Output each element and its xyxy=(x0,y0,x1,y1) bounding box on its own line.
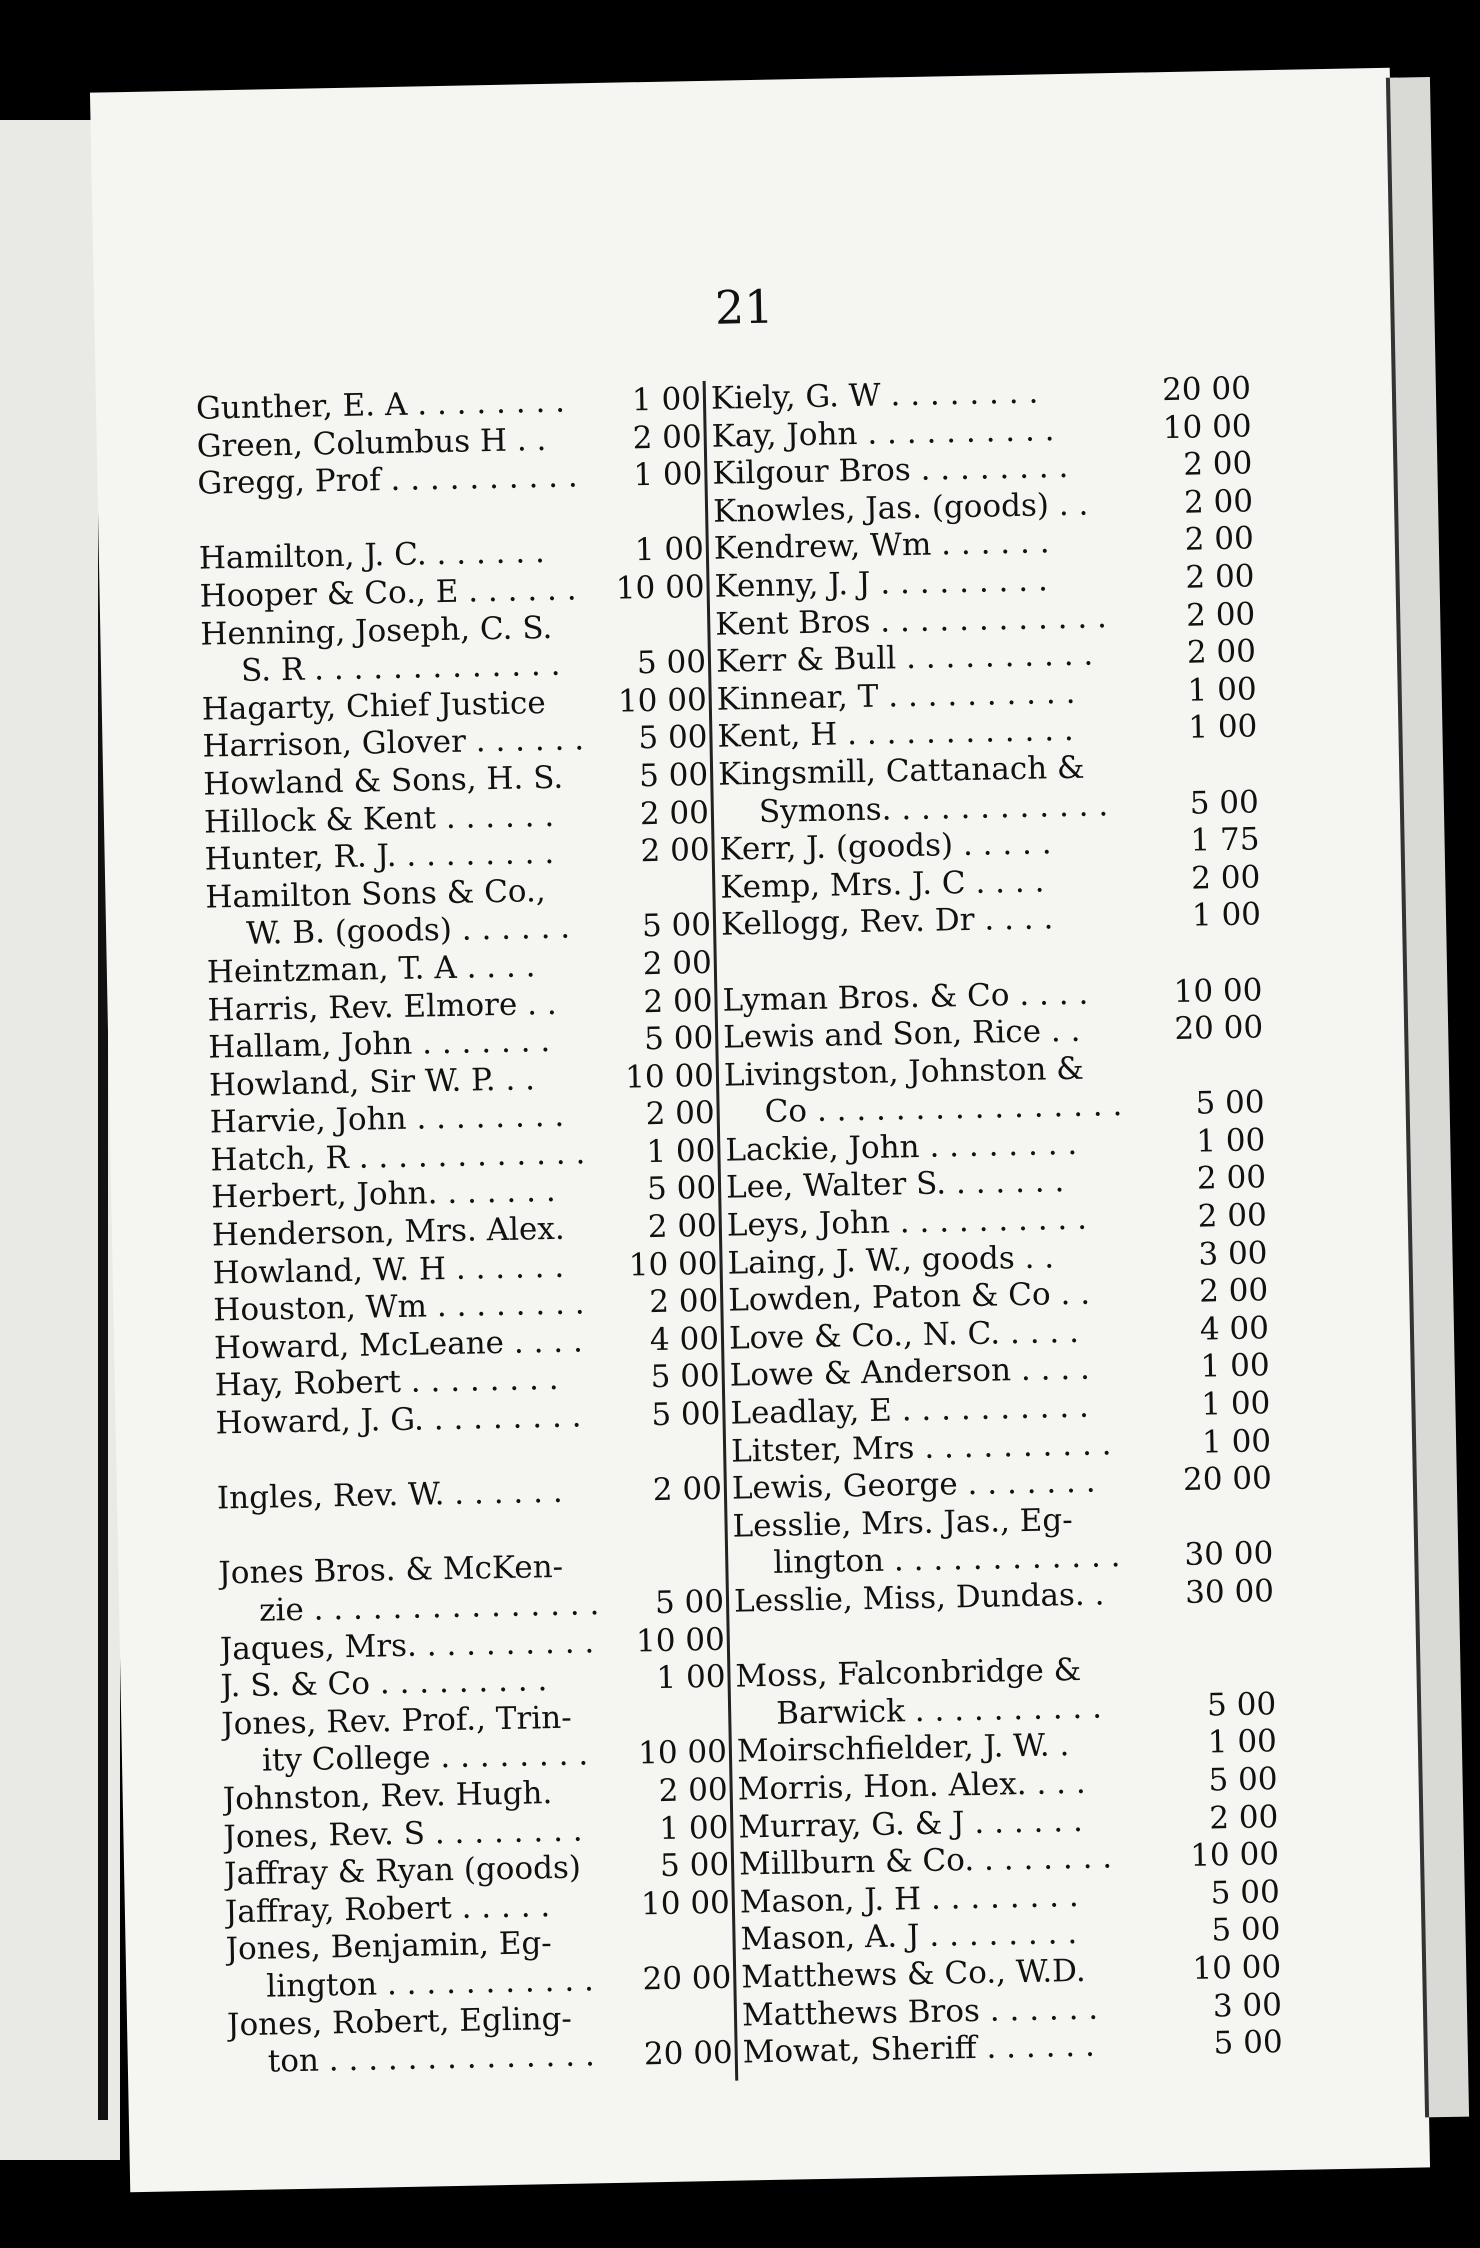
subscription-amount xyxy=(639,1950,731,1952)
subscriber-name: Barwick . . . . . . . . . . xyxy=(775,1689,1103,1732)
subscription-amount: 4 00 xyxy=(649,1320,720,1358)
subscriber-name: Jones, Rev. Prof., Trin- xyxy=(220,1699,572,1743)
subscription-amount: 1 00 xyxy=(1195,1122,1266,1160)
subscription-amount: 5 00 xyxy=(1208,1761,1278,1799)
subscription-amount: 4 00 xyxy=(1199,1310,1270,1348)
subscription-amount xyxy=(640,2025,732,2027)
subscriber-name: Henderson, Mrs. Alex. xyxy=(211,1210,565,1254)
subscription-amount: 2 00 xyxy=(640,832,710,870)
subscription-amount: 2 00 xyxy=(645,1095,716,1133)
subscriber-name: Harris, Rev. Elmore . . xyxy=(207,985,557,1029)
subscriber-name: Howland & Sons, H. S. xyxy=(202,759,564,803)
subscription-amount: 5 00 xyxy=(641,907,712,945)
subscription-amount: 5 00 xyxy=(638,756,709,795)
subscriber-name: Jaffray & Ryan (goods) xyxy=(223,1849,582,1893)
subscriber-name: Harvie, John . . . . . . . . xyxy=(209,1098,565,1141)
subscription-amount: 2 00 xyxy=(1182,445,1253,483)
subscriber-name: Lackie, John . . . . . . . . xyxy=(725,1125,1078,1169)
subscription-amount xyxy=(619,898,711,900)
subscriber-name: S. R . . . . . . . . . . . . . xyxy=(240,646,561,690)
subscription-amount: 2 00 xyxy=(1196,1159,1267,1198)
subscriber-name: Symons. . . . . . . . . . . . xyxy=(758,786,1109,830)
subscription-amount: 10 00 xyxy=(1162,408,1252,446)
document-page xyxy=(90,68,1430,2193)
subscriber-name: Kendrew, Wm . . . . . . xyxy=(713,524,1050,568)
subscription-amount: 2 00 xyxy=(1198,1272,1269,1310)
subscription-amount: 5 00 xyxy=(646,1170,717,1208)
subscription-amount: 2 00 xyxy=(1185,558,1255,596)
subscription-amount: 20 00 xyxy=(642,1959,732,1998)
subscription-amount: 1 00 xyxy=(1187,708,1258,747)
subscription-amount: 1 00 xyxy=(656,1658,726,1697)
subscriber-name: Mason, J. H . . . . . . . . xyxy=(739,1877,1080,1921)
subscription-amount xyxy=(1184,1676,1276,1678)
subscriber-name: Hamilton Sons & Co., xyxy=(205,872,547,916)
subscriber-name: Hagarty, Chief Justice xyxy=(201,684,546,728)
subscription-amount: 10 00 xyxy=(635,1621,726,1660)
page-number: 21 xyxy=(714,279,774,335)
subscriber-name: Jones, Benjamin, Eg- xyxy=(225,1925,553,1968)
subscriber-name: Houston, Wm . . . . . . . . xyxy=(213,1285,585,1329)
subscriber-name: Kemp, Mrs. J. C . . . . xyxy=(719,863,1045,906)
subscription-amount: 5 00 xyxy=(1195,1084,1265,1122)
subscriber-name: Kerr & Bull . . . . . . . . . . xyxy=(715,636,1094,680)
subscriber-name: Mason, A. J . . . . . . . . xyxy=(740,1915,1078,1958)
subscription-amount xyxy=(634,1725,726,1727)
subscription-amount: 20 00 xyxy=(1174,1009,1264,1048)
subscription-amount: 30 00 xyxy=(1184,1573,1275,1611)
subscriber-name: W. B. (goods) . . . . . . xyxy=(245,909,571,953)
subscriber-name: Lowden, Paton & Co . . xyxy=(727,1275,1091,1319)
subscriber-name: Kent Bros . . . . . . . . . . . . xyxy=(714,598,1108,643)
subscriber-name: Hamilton, J. C. . . . . . . xyxy=(198,534,546,578)
subscription-amount: 5 00 xyxy=(1213,2024,1283,2062)
subscription-amount: 5 00 xyxy=(1189,783,1260,822)
subscriber-name: Livingston, Johnston & xyxy=(723,1050,1085,1094)
subscription-amount: 10 00 xyxy=(637,1734,728,1772)
subscriber-name: lington . . . . . . . . . . . xyxy=(266,1962,595,2005)
subscriber-name: Matthews Bros . . . . . . xyxy=(741,1990,1099,2034)
subscription-amount: 1 00 xyxy=(1201,1422,1272,1461)
subscriber-name: Hooper & Co., E . . . . . . xyxy=(199,571,577,615)
subscriber-name: Hallam, John . . . . . . . xyxy=(207,1023,551,1066)
subscription-amount: 3 00 xyxy=(1212,1986,1283,2024)
subscription-amount: 20 00 xyxy=(643,2034,734,2073)
subscriber-name: Jones, Robert, Egling- xyxy=(226,2000,573,2043)
subscription-amount: 2 00 xyxy=(652,1471,723,1509)
subscriber-name: Moss, Falconbridge & xyxy=(735,1652,1082,1695)
subscription-amount: 2 00 xyxy=(632,418,703,456)
subscription-amount: 1 00 xyxy=(633,456,703,494)
subscriber-name: Kay, John . . . . . . . . . . xyxy=(711,411,1055,455)
subscriber-name: Jones, Rev. S . . . . . . . . xyxy=(223,1812,583,1855)
subscription-amount: 1 00 xyxy=(634,531,705,569)
subscription-amount: 5 00 xyxy=(636,644,707,682)
subscriber-name: Gregg, Prof . . . . . . . . . . xyxy=(197,458,579,502)
subscription-amount: 5 00 xyxy=(651,1395,721,1434)
subscription-amount: 10 00 xyxy=(640,1884,731,1923)
subscriber-name: Kerr, J. (goods) . . . . . xyxy=(719,825,1052,868)
subscription-amount: 5 00 xyxy=(1210,1873,1281,1912)
subscription-amount: 2 00 xyxy=(1185,595,1256,634)
subscription-amount: 2 00 xyxy=(648,1283,719,1321)
subscriber-name: Lesslie, Miss, Dundas. . xyxy=(733,1576,1105,1620)
subscription-amount: 3 00 xyxy=(1198,1234,1268,1273)
subscriber-name: Harrison, Glover . . . . . . xyxy=(202,721,585,765)
subscriber-name: Love & Co., N. C. . . . . xyxy=(728,1313,1080,1357)
right-column xyxy=(711,370,1283,2072)
subscription-amount: 2 00 xyxy=(1184,520,1255,559)
subscriber-name: Moirschfielder, J. W. . xyxy=(736,1727,1070,1770)
subscriber-name: Heintzman, T. A . . . . xyxy=(206,948,536,991)
subscription-amount: 2 00 xyxy=(1190,859,1261,897)
subscription-amount: 10 00 xyxy=(1189,1836,1280,1875)
subscriber-name: Jones Bros. & McKen- xyxy=(218,1549,564,1592)
subscriber-name: Lyman Bros. & Co . . . . xyxy=(722,975,1089,1019)
subscriber-name: Green, Columbus H . . xyxy=(196,421,547,465)
subscription-amount xyxy=(1172,1075,1264,1077)
subscription-amount: 5 00 xyxy=(659,1846,730,1885)
subscriber-name: Lowe & Anderson . . . . xyxy=(729,1351,1091,1395)
subscriber-name: Howard, McLeane . . . . xyxy=(213,1323,584,1367)
subscriber-name: Mowat, Sheriff . . . . . . xyxy=(742,2027,1096,2071)
subscriber-name: Kinnear, T . . . . . . . . . . xyxy=(716,674,1076,718)
subscriber-name: Jaffray, Robert . . . . . xyxy=(224,1887,551,1931)
subscription-amount: 5 00 xyxy=(1206,1685,1277,1724)
subscription-amount: 10 00 xyxy=(1173,971,1263,1010)
subscriber-name: Kellogg, Rev. Dr . . . . xyxy=(720,900,1054,944)
subscriber-name: Ingles, Rev. W. . . . . . . xyxy=(216,1474,563,1517)
subscriber-name: Hay, Robert . . . . . . . . xyxy=(214,1361,559,1404)
subscription-amount: 30 00 xyxy=(1184,1535,1274,1574)
subscriber-name: Leadlay, E . . . . . . . . . . xyxy=(730,1388,1090,1432)
subscription-amount xyxy=(613,635,705,637)
subscription-amount: 2 00 xyxy=(643,982,713,1020)
subscription-amount: 1 00 xyxy=(659,1809,729,1847)
subscription-amount: 2 00 xyxy=(639,794,710,832)
subscription-amount: 10 00 xyxy=(1192,1949,1282,1987)
subscription-amount: 2 00 xyxy=(1197,1197,1268,1235)
subscriber-name: zie . . . . . . . . . . . . . . . xyxy=(258,1586,600,1629)
subscriber-name: Lewis and Son, Rice . . xyxy=(722,1012,1081,1056)
subscription-amount: 1 00 xyxy=(1207,1723,1278,1761)
subscriber-name: Knowles, Jas. (goods) . . xyxy=(712,486,1089,530)
subscription-amount: 1 00 xyxy=(646,1132,716,1171)
subscriber-name: Millburn & Co. . . . . . . . xyxy=(738,1839,1113,1883)
subscriber-name: Jaques, Mrs. . . . . . . . . . xyxy=(219,1623,595,1668)
subscription-amount: 5 00 xyxy=(643,1019,714,1058)
subscription-amount: 5 00 xyxy=(654,1583,725,1622)
subscriber-name: Kilgour Bros . . . . . . . . xyxy=(712,449,1069,492)
subscriber-name: Morris, Hon. Alex. . . . xyxy=(737,1764,1087,1808)
subscriber-name: Kenny, J. J . . . . . . . . . xyxy=(714,562,1049,605)
subscriber-name: ity College . . . . . . . . xyxy=(261,1736,589,1780)
subscriber-name: Leys, John . . . . . . . . . . xyxy=(726,1200,1088,1244)
subscription-amount: 2 00 xyxy=(1208,1798,1279,1837)
subscriber-name: Gunther, E. A . . . . . . . . xyxy=(195,383,566,427)
subscription-amount: 2 00 xyxy=(647,1207,718,1246)
subscriber-name: Co . . . . . . . . . . . . . . . . xyxy=(764,1087,1123,1131)
subscriber-name: J. S. & Co . . . . . . . . . xyxy=(220,1662,548,1705)
subscriber-name: Henning, Joseph, C. S. xyxy=(200,609,553,653)
subscription-amount: 2 00 xyxy=(1186,633,1257,671)
subscription-amount xyxy=(1166,774,1258,776)
subscription-amount: 5 00 xyxy=(650,1358,721,1396)
subscriber-name: Hatch, R . . . . . . . . . . . . xyxy=(210,1135,586,1179)
subscriber-name: Lewis, George . . . . . . . xyxy=(731,1463,1096,1507)
subscription-amount xyxy=(632,1574,724,1576)
subscription-amount: 1 00 xyxy=(631,381,702,419)
subscription-amount: 5 00 xyxy=(1211,1911,1281,1949)
subscriber-name: Lee, Walter S. . . . . . . xyxy=(725,1163,1065,1207)
subscriber-name: Hunter, R. J. . . . . . . . . xyxy=(204,835,555,878)
subscriber-name: Laing, J. W., goods . . xyxy=(727,1239,1055,1282)
subscriber-name: ton . . . . . . . . . . . . . . xyxy=(267,2037,596,2080)
subscriber-name: Hillock & Kent . . . . . . xyxy=(203,797,555,841)
subscription-amount: 20 00 xyxy=(1161,370,1252,409)
subscription-amount: 5 00 xyxy=(638,719,708,757)
subscriber-name: Howland, Sir W. P. . . xyxy=(208,1061,536,1104)
subscription-amount: 1 00 xyxy=(1200,1347,1270,1386)
subscriber-name: Kent, H . . . . . . . . . . . . xyxy=(717,712,1075,756)
subscription-amount: 20 00 xyxy=(1182,1460,1273,1499)
subscriber-name: Kingsmill, Cattanach & xyxy=(717,749,1085,793)
subscription-amount xyxy=(1181,1526,1273,1528)
subscription-amount: 1 00 xyxy=(1187,671,1257,709)
subscription-amount: 10 00 xyxy=(615,568,705,607)
subscriber-name: Lesslie, Mrs. Jas., Eg- xyxy=(732,1501,1074,1545)
subscription-amount: 1 00 xyxy=(1191,896,1262,934)
subscription-amount: 10 00 xyxy=(624,1057,715,1096)
page-stack-edge xyxy=(1386,77,1469,2117)
subscriber-name: Howland, W. H . . . . . . xyxy=(212,1248,565,1292)
subscriber-name: Kiely, G. W . . . . . . . . xyxy=(710,374,1039,417)
subscriber-name: Murray, G. & J . . . . . . xyxy=(738,1802,1084,1846)
subscriber-name: lington . . . . . . . . . . . . xyxy=(772,1538,1121,1582)
subscription-amount: 1 75 xyxy=(1190,821,1260,859)
subscriber-name: Litster, Mrs . . . . . . . . . . xyxy=(730,1425,1112,1470)
subscription-amount: 2 00 xyxy=(642,944,713,983)
subscription-amount: 2 00 xyxy=(658,1771,729,1810)
subscriber-name: Herbert, John. . . . . . . xyxy=(210,1173,556,1217)
subscription-amount: 1 00 xyxy=(1200,1385,1271,1423)
subscriber-name: Matthews & Co., W.D. xyxy=(740,1952,1087,1996)
subscription-amount: 10 00 xyxy=(628,1245,718,1284)
subscription-amount: 2 00 xyxy=(1183,483,1254,521)
subscriber-name: Johnston, Rev. Hugh. xyxy=(222,1775,553,1818)
subscription-amount: 10 00 xyxy=(617,681,708,720)
left-column xyxy=(196,381,733,2082)
subscriber-name: Howard, J. G. . . . . . . . . xyxy=(215,1398,582,1442)
